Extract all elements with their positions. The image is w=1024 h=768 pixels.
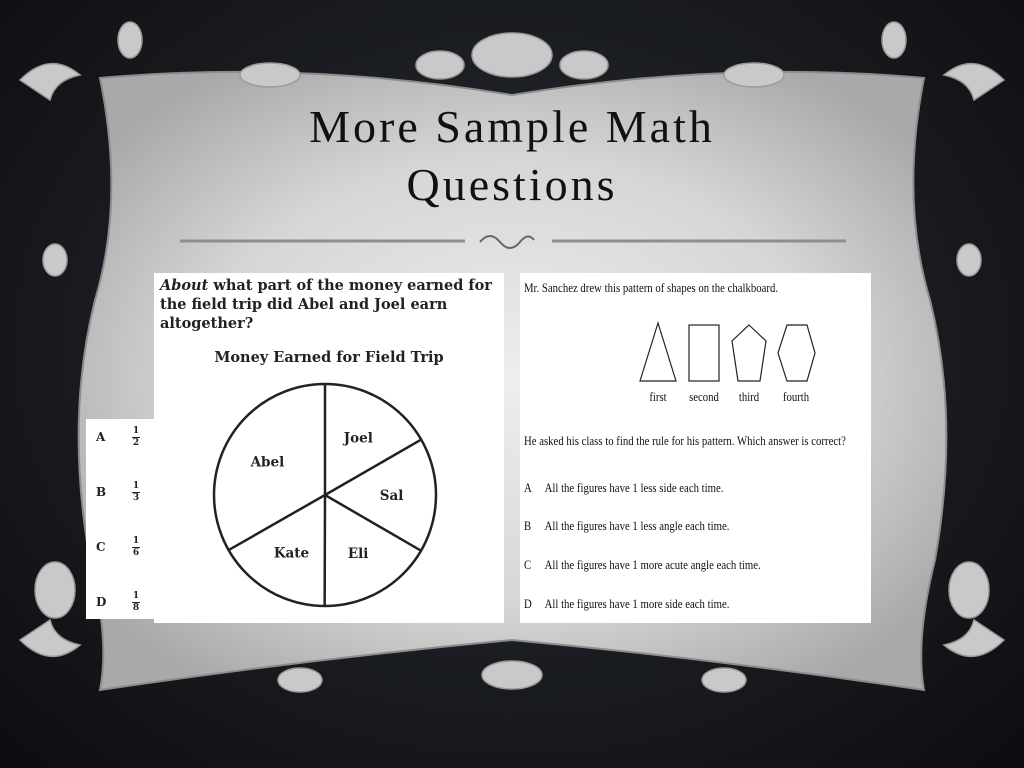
choice-b[interactable] [96, 480, 140, 504]
answer-choices [86, 419, 156, 619]
shape-pattern [520, 313, 871, 433]
pie-label-abel: Abel [250, 454, 285, 471]
fraction-denominator: 2 [132, 437, 140, 448]
choice-fraction [132, 482, 140, 503]
option-d[interactable] [524, 597, 729, 612]
choice-fraction [132, 592, 140, 613]
option-letter: D [524, 597, 532, 611]
shape-label-fourth: fourth [782, 390, 810, 404]
pie-label-sal: Sal [379, 488, 404, 505]
choice-a[interactable] [96, 425, 140, 449]
fraction-denominator: 3 [132, 492, 140, 503]
shape-label-first: first [649, 390, 667, 404]
choice-letter: A [96, 430, 106, 444]
choice-fraction [132, 537, 140, 558]
choice-d[interactable] [96, 590, 140, 614]
pie-label-joel: Joel [343, 430, 373, 447]
slide-title-line-2: Questions [406, 159, 618, 210]
option-text: All the figures have 1 more acute angle each time. [544, 558, 761, 572]
option-text: All the figures have 1 less side each time. [544, 481, 724, 495]
option-letter: B [524, 519, 532, 533]
pie-chart [154, 273, 504, 623]
prompt-emphasis: About [160, 277, 209, 294]
fraction-numerator: 1 [132, 425, 140, 436]
fraction-numerator: 1 [132, 535, 140, 546]
rectangle-shape [689, 325, 719, 381]
prompt-rest: what part of the money earned for the field trip did Abel and Joel earn altogether? [160, 277, 492, 332]
option-text: All the figures have 1 more side each time. [544, 597, 730, 611]
hexagon-shape [778, 325, 815, 381]
slide-title [212, 98, 812, 214]
pie-label-kate: Kate [273, 545, 310, 562]
triangle-shape [640, 323, 676, 381]
chart-title: Money Earned for Field Trip [214, 349, 444, 366]
option-letter: A [524, 481, 532, 495]
slide-title-line-1: More Sample Math [309, 101, 715, 152]
choice-c[interactable] [96, 535, 140, 559]
option-c[interactable] [524, 558, 761, 573]
pentagon-shape [732, 325, 766, 381]
fraction-numerator: 1 [132, 590, 140, 601]
option-letter: C [524, 558, 532, 572]
option-text: All the figures have 1 less angle each time. [544, 519, 730, 533]
pie-label-eli: Eli [347, 545, 369, 562]
pattern-intro: Mr. Sanchez drew this pattern of shapes on the chalkboard. [524, 281, 779, 295]
shape-label-third: third [738, 390, 760, 404]
option-a[interactable] [524, 481, 723, 496]
choice-letter: C [96, 540, 106, 554]
pie-question-panel [154, 273, 504, 623]
fraction-numerator: 1 [132, 480, 140, 491]
pattern-question: He asked his class to find the rule for his pattern. Which answer is correct? [524, 434, 846, 448]
shape-pattern-panel [520, 273, 871, 623]
shape-label-second: second [689, 390, 719, 404]
option-b[interactable] [524, 519, 729, 534]
fraction-denominator: 8 [132, 602, 140, 613]
fraction-denominator: 6 [132, 547, 140, 558]
choice-letter: B [96, 485, 107, 499]
choice-fraction [132, 427, 140, 448]
choice-letter: D [96, 595, 107, 609]
